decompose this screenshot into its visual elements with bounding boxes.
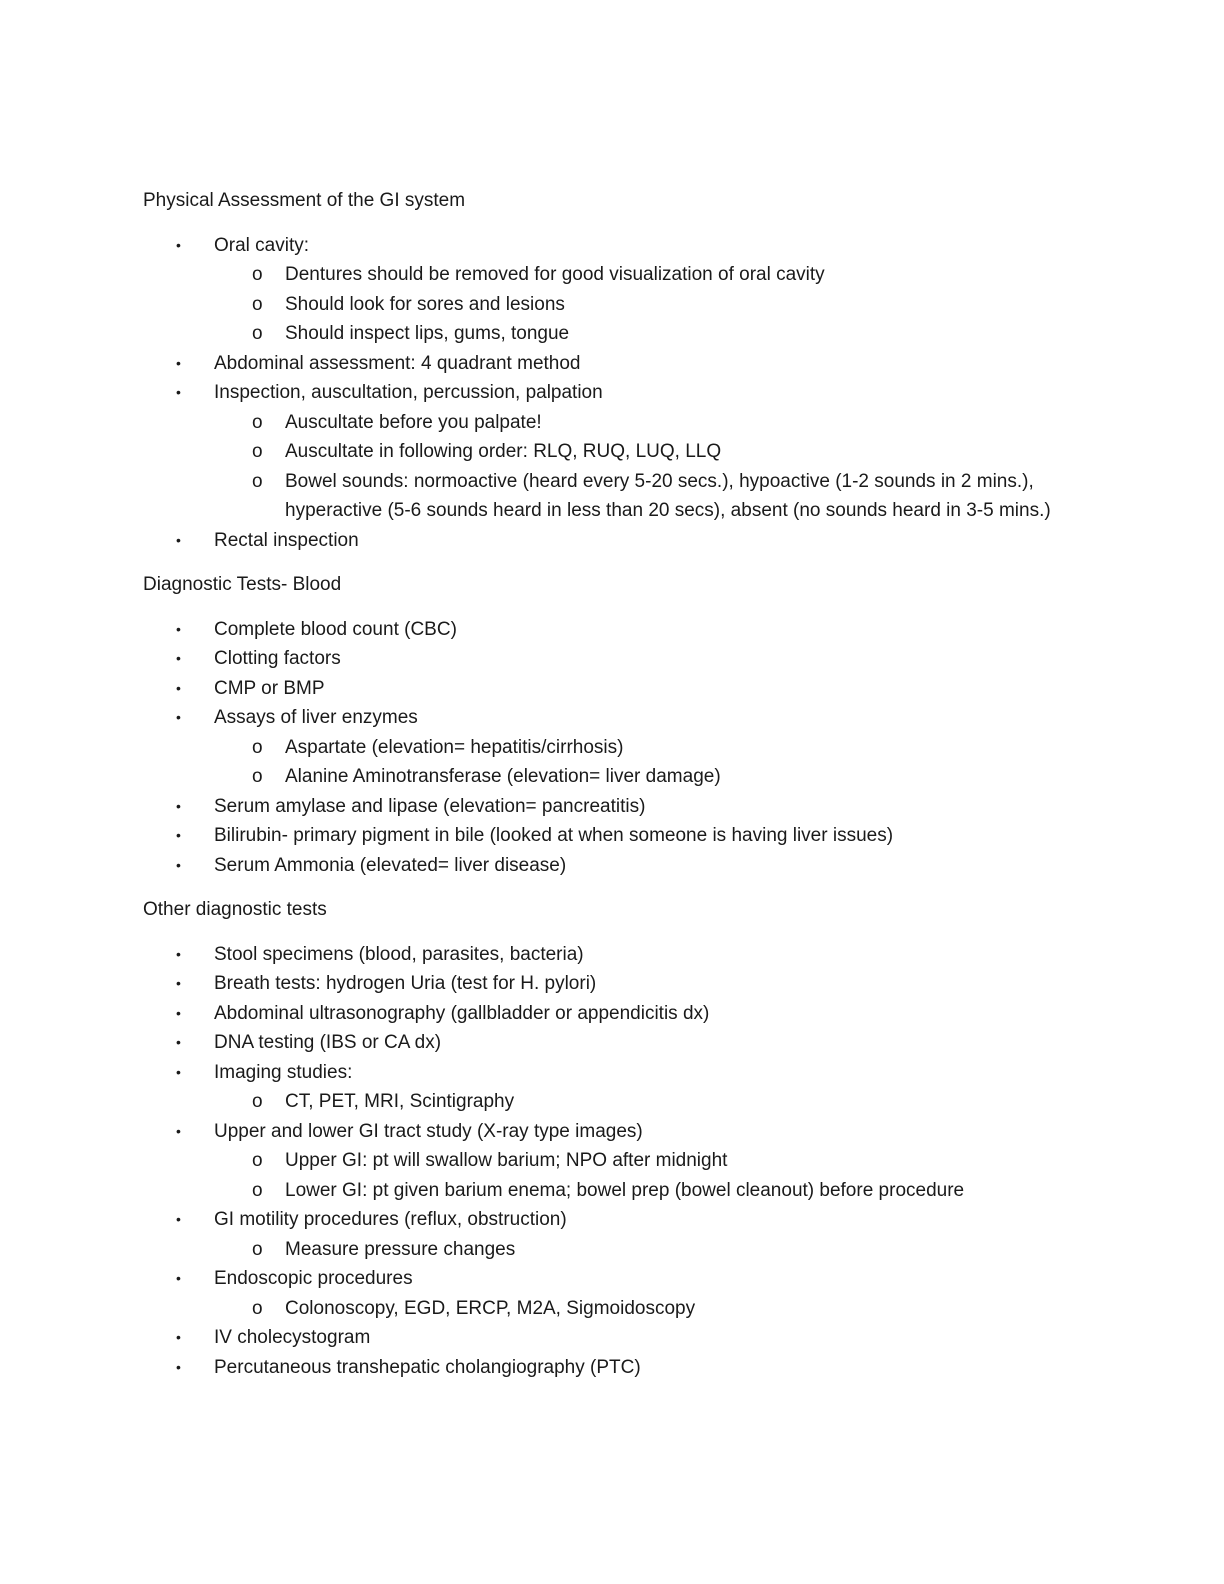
sub-list-item-text: Lower GI: pt given barium enema; bowel prep (bowel cleanout) before procedure	[285, 1179, 965, 1201]
sub-list-item	[214, 1087, 1083, 1117]
sub-list-item	[214, 1235, 1083, 1265]
bullet-icon: •	[176, 856, 181, 873]
bullet-icon: •	[176, 1211, 181, 1227]
circle-bullet-icon: o	[252, 411, 263, 433]
list-item-text: Endoscopic procedures	[214, 1268, 413, 1289]
bullet-icon: •	[176, 827, 181, 843]
sub-list-item-text: Alanine Aminotransferase (elevation= liver damage)	[285, 766, 721, 787]
sub-list	[214, 408, 1083, 526]
bullet-list	[143, 231, 1083, 556]
sub-list-item	[214, 1176, 1083, 1206]
circle-bullet-icon: o	[252, 736, 263, 758]
list-item	[143, 1323, 1083, 1353]
bullet-icon: •	[176, 709, 181, 725]
circle-bullet-icon: o	[252, 1297, 263, 1319]
bullet-icon: •	[176, 1063, 181, 1080]
bullet-list	[143, 615, 1083, 881]
list-item	[143, 1264, 1083, 1323]
bullet-icon: •	[176, 236, 181, 253]
bullet-icon: •	[176, 945, 181, 962]
list-item	[143, 1117, 1083, 1206]
sub-list	[214, 1235, 1083, 1265]
sub-list-item	[214, 733, 1083, 763]
section-heading: Other diagnostic tests	[143, 899, 327, 920]
list-item	[143, 1058, 1083, 1117]
list-item-text: Upper and lower GI tract study (X-ray type images)	[214, 1120, 643, 1142]
list-item-text: Percutaneous transhepatic cholangiography (PTC)	[214, 1356, 641, 1378]
list-item	[143, 1353, 1083, 1383]
bullet-icon: •	[176, 1329, 181, 1345]
list-item-text: Clotting factors	[214, 648, 341, 669]
sub-list	[214, 260, 1083, 349]
list-item-text: Assays of liver enzymes	[214, 707, 418, 728]
bullet-icon: •	[176, 1034, 181, 1050]
list-item	[143, 674, 1083, 704]
sub-list-item-text: Should inspect lips, gums, tongue	[285, 323, 570, 344]
list-item	[143, 349, 1083, 379]
list-item	[143, 231, 1083, 349]
sub-list-item	[214, 319, 1083, 349]
circle-bullet-icon: o	[252, 766, 263, 787]
sub-list-item	[214, 408, 1083, 438]
list-item	[143, 378, 1083, 526]
list-item-text: Abdominal ultrasonography (gallbladder or appendicitis dx)	[214, 1002, 710, 1024]
circle-bullet-icon: o	[252, 293, 263, 315]
list-item	[143, 999, 1083, 1029]
bullet-icon: •	[176, 679, 181, 696]
list-item	[143, 703, 1083, 792]
bullet-icon: •	[176, 797, 181, 814]
list-item-text: Stool specimens (blood, parasites, bacteria)	[214, 943, 584, 965]
list-item-text: DNA testing (IBS or CA dx)	[214, 1032, 442, 1053]
list-item	[143, 792, 1083, 822]
list-item	[143, 969, 1083, 999]
list-item-text: Breath tests: hydrogen Uria (test for H. pylori)	[214, 973, 597, 994]
sub-list-item	[214, 762, 1083, 792]
circle-bullet-icon: o	[252, 470, 263, 492]
list-item	[143, 526, 1083, 556]
sub-list-item	[214, 1146, 1083, 1176]
bullet-icon: •	[176, 354, 181, 371]
sub-list-item-text: Bowel sounds: normoactive (heard every 5-20 secs.), hypoactive (1-2 sounds in 2 mins.), hyperactive (5-6 sounds heard in less than 20 secs), absent (no sounds heard in 3-5 mins.)	[285, 470, 1051, 521]
sub-list-item	[214, 290, 1083, 320]
sub-list-item	[214, 437, 1083, 467]
circle-bullet-icon: o	[252, 1179, 263, 1201]
section-heading: Physical Assessment of the GI system	[143, 190, 466, 211]
list-item-text: Inspection, auscultation, percussion, palpation	[214, 382, 603, 403]
list-item-text: Rectal inspection	[214, 529, 359, 551]
sub-list-item-text: Aspartate (elevation= hepatitis/cirrhosis)	[285, 736, 624, 758]
circle-bullet-icon: o	[252, 1238, 263, 1260]
sub-list-item	[214, 467, 1083, 526]
sub-list-item-text: Dentures should be removed for good visualization of oral cavity	[285, 264, 825, 285]
sub-list-item-text: Colonoscopy, EGD, ERCP, M2A, Sigmoidoscopy	[285, 1297, 696, 1319]
sub-list-item-text: Upper GI: pt will swallow barium; NPO after midnight	[285, 1150, 728, 1171]
bullet-icon: •	[176, 1358, 181, 1375]
sub-list-item-text: Measure pressure changes	[285, 1238, 516, 1260]
bullet-icon: •	[176, 650, 181, 666]
sub-list-item-text: Auscultate in following order: RLQ, RUQ, LUQ, LLQ	[285, 441, 722, 462]
list-item	[143, 615, 1083, 645]
sub-list-item	[214, 260, 1083, 290]
bullet-list	[143, 940, 1083, 1383]
list-item	[143, 821, 1083, 851]
bullet-icon: •	[176, 975, 181, 991]
document-body	[143, 186, 1083, 1397]
list-item-text: Bilirubin- primary pigment in bile (looked at when someone is having liver issues)	[214, 825, 894, 846]
section-heading: Diagnostic Tests- Blood	[143, 574, 342, 595]
list-item-text: Serum amylase and lipase (elevation= pancreatitis)	[214, 795, 646, 817]
list-item-text: Serum Ammonia (elevated= liver disease)	[214, 854, 567, 876]
bullet-icon: •	[176, 1004, 181, 1021]
sub-list-item-text: Should look for sores and lesions	[285, 293, 565, 315]
circle-bullet-icon: o	[252, 1150, 263, 1171]
list-item-text: Abdominal assessment: 4 quadrant method	[214, 352, 581, 374]
list-item	[143, 1028, 1083, 1058]
bullet-icon: •	[176, 1122, 181, 1139]
list-item-text: CMP or BMP	[214, 677, 325, 699]
circle-bullet-icon: o	[252, 1091, 263, 1112]
bullet-icon: •	[176, 531, 181, 548]
list-item-text: Oral cavity:	[214, 234, 310, 256]
list-item	[143, 644, 1083, 674]
sub-list	[214, 1294, 1083, 1324]
list-item-text: Imaging studies:	[214, 1061, 353, 1083]
sub-list	[214, 1087, 1083, 1117]
sub-list-item-text: CT, PET, MRI, Scintigraphy	[285, 1091, 515, 1112]
list-item	[143, 940, 1083, 970]
bullet-icon: •	[176, 384, 181, 400]
sub-list-item-text: Auscultate before you palpate!	[285, 411, 542, 433]
list-item-text: GI motility procedures (reflux, obstruction)	[214, 1209, 567, 1230]
sub-list	[214, 1146, 1083, 1205]
list-item	[143, 851, 1083, 881]
bullet-icon: •	[176, 1270, 181, 1286]
list-item-text: Complete blood count (CBC)	[214, 618, 457, 640]
circle-bullet-icon: o	[252, 264, 263, 285]
sub-list-item	[214, 1294, 1083, 1324]
list-item	[143, 1205, 1083, 1264]
circle-bullet-icon: o	[252, 441, 263, 462]
bullet-icon: •	[176, 620, 181, 637]
list-item-text: IV cholecystogram	[214, 1327, 371, 1348]
sub-list	[214, 733, 1083, 792]
circle-bullet-icon: o	[252, 323, 263, 344]
